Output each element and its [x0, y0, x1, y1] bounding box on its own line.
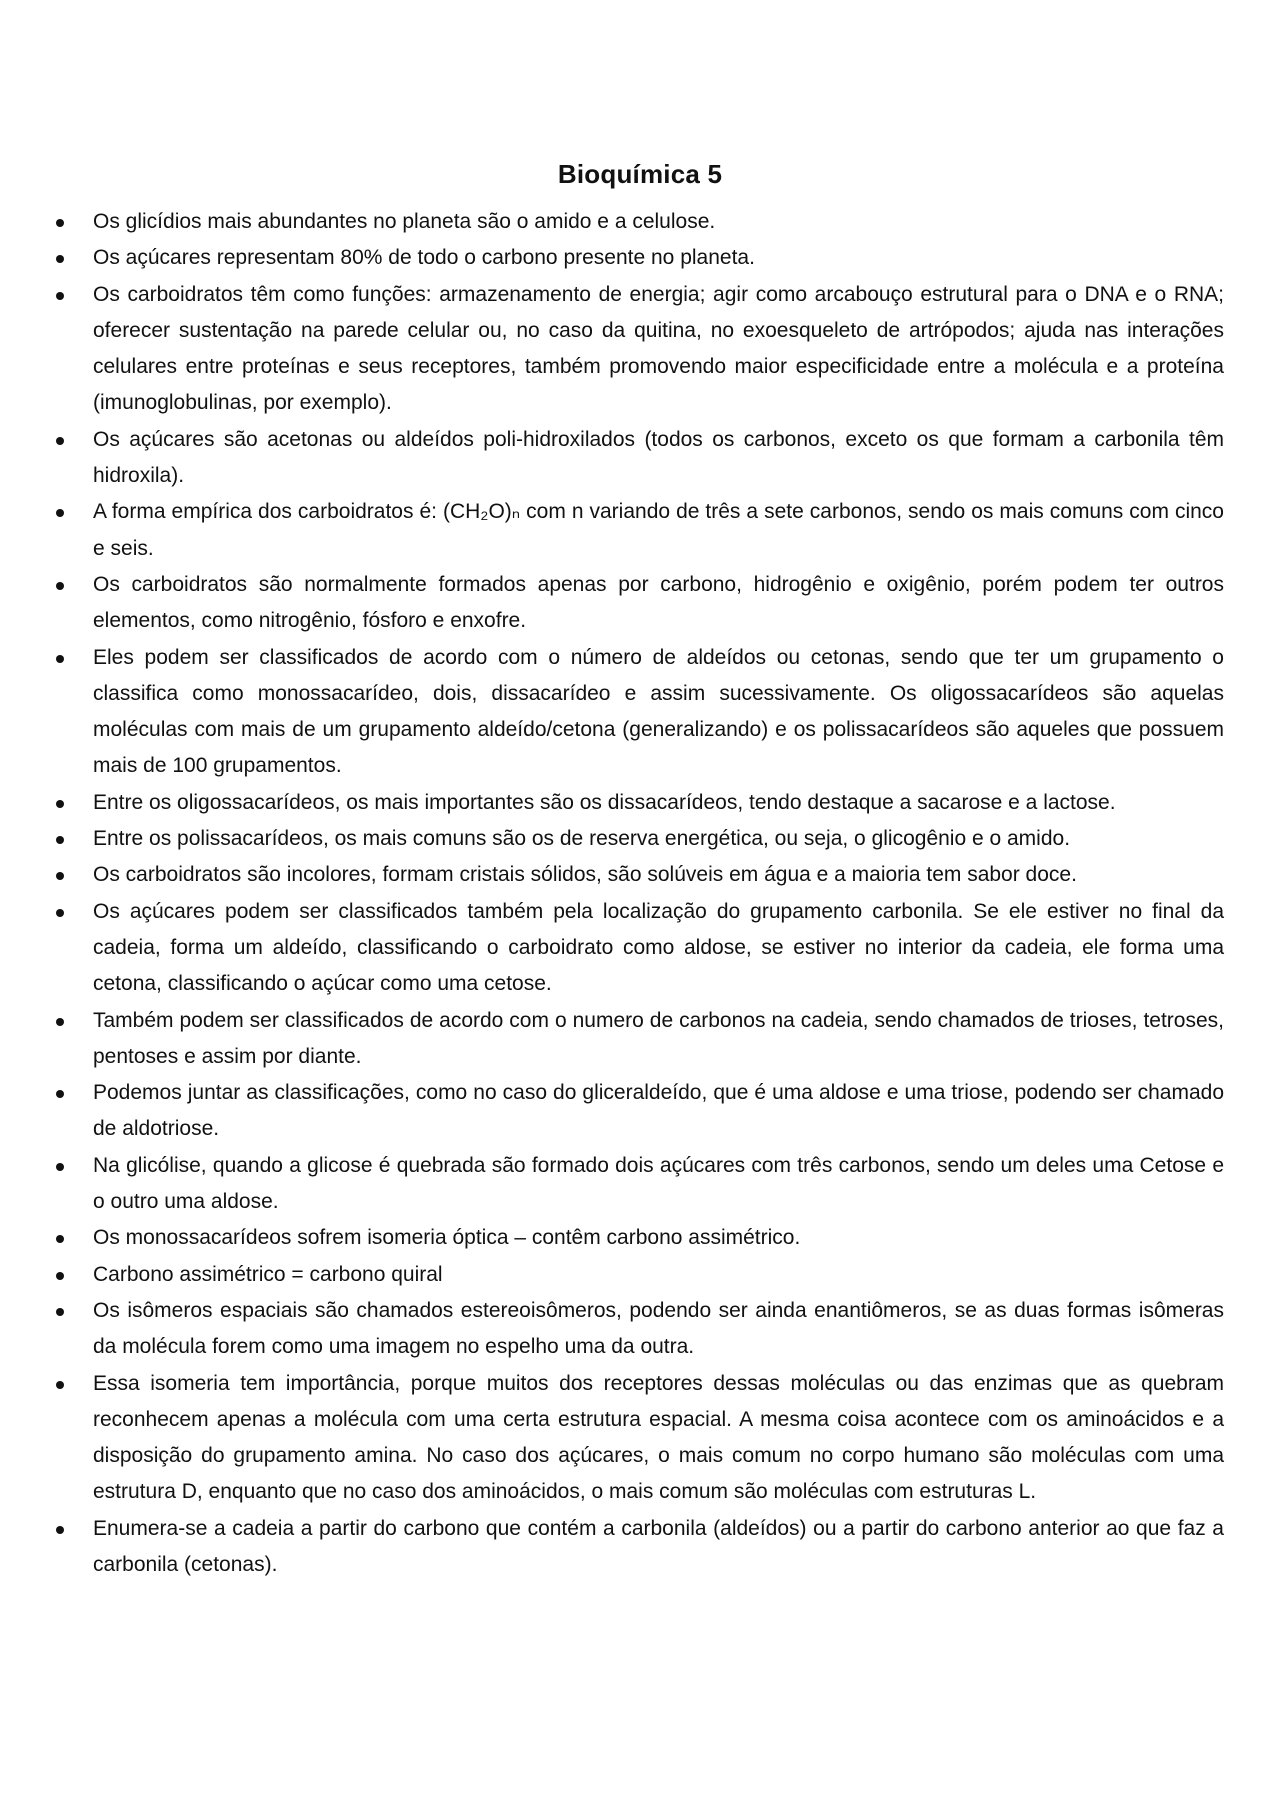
list-item [56, 494, 1224, 567]
bullet-dot-icon [56, 1235, 64, 1243]
list-item [56, 1220, 1224, 1256]
list-item [56, 1003, 1224, 1076]
list-item [56, 1293, 1224, 1366]
bullet-dot-icon [56, 255, 64, 263]
list-item-text: Os carboidratos são normalmente formados apenas por carbono, hidrogênio e oxigênio, porém podem ter outros elementos, como nitrogênio, fósforo e enxofre. [93, 572, 1224, 633]
list-item [56, 240, 1224, 276]
list-item [56, 894, 1224, 1003]
bullet-dot-icon [56, 1308, 64, 1316]
list-item [56, 785, 1224, 821]
bullet-dot-icon [56, 219, 64, 227]
list-item-text: Os açúcares representam 80% de todo o carbono presente no planeta. [93, 246, 755, 270]
bullet-dot-icon [56, 655, 64, 663]
bullet-dot-icon [56, 292, 64, 300]
list-item [56, 821, 1224, 857]
list-item [56, 640, 1224, 785]
bullet-dot-icon [56, 836, 64, 844]
bullet-list [56, 204, 1224, 1583]
list-item-text: Os monossacarídeos sofrem isomeria óptica – contêm carbono assimétrico. [93, 1226, 801, 1250]
list-item-text: Os carboidratos são incolores, formam cristais sólidos, são solúveis em água e a maioria tem sabor doce. [93, 863, 1077, 887]
bullet-dot-icon [56, 1018, 64, 1026]
list-item [56, 567, 1224, 640]
list-item-text: Podemos juntar as classificações, como no caso do gliceraldeído, que é uma aldose e uma triose, podendo ser chamado de aldotriose. [93, 1081, 1224, 1141]
list-item-text: Os açúcares podem ser classificados também pela localização do grupamento carbonila. Se ele estiver no final da cadeia, forma um aldeído, classificando o carboidrato como aldose, se estiver no interior da cadeia, ele forma uma cetona, classificando o açúcar como uma cetose. [93, 899, 1224, 996]
list-item-text: A forma empírica dos carboidratos é: (CH₂O)ₙ com n variando de três a sete carbonos, sendo os mais comuns com cinco e seis. [93, 500, 1224, 560]
list-item-text: Os carboidratos têm como funções: armazenamento de energia; agir como arcabouço estrutural para o DNA e o RNA; oferecer sustentação na parede celular ou, no caso da quitina, no exoesqueleto de artrópodos; ajuda nas interações celulares entre proteínas e seus receptores, também promovendo maior especificidade entre a molécula e a proteína (imunoglobulinas, por exemplo). [93, 282, 1224, 415]
bullet-dot-icon [56, 872, 64, 880]
bullet-dot-icon [56, 1163, 64, 1171]
list-item-text: Os açúcares são acetonas ou aldeídos poli-hidroxilados (todos os carbonos, exceto os que formam a carbonila têm hidroxila). [93, 427, 1224, 488]
list-item [56, 422, 1224, 495]
bullet-dot-icon [56, 800, 64, 808]
list-item-text: Entre os polissacarídeos, os mais comuns são os de reserva energética, ou seja, o glicogênio e o amido. [93, 827, 1071, 851]
list-item-text: Na glicólise, quando a glicose é quebrada são formado dois açúcares com três carbonos, sendo um deles uma Cetose e o outro uma aldose. [93, 1153, 1224, 1214]
list-item-text: Essa isomeria tem importância, porque muitos dos receptores dessas moléculas ou das enzimas que as quebram reconhecem apenas a molécula com uma certa estrutura espacial. A mesma coisa acontece com os aminoácidos e a disposição do grupamento amina. No caso dos açúcares, o mais comum no corpo humano são moléculas com uma estrutura D, enquanto que no caso dos aminoácidos, o mais comum são moléculas com estruturas L. [93, 1371, 1224, 1504]
bullet-dot-icon [56, 1090, 64, 1098]
list-item [56, 1511, 1224, 1584]
bullet-dot-icon [56, 582, 64, 590]
list-item-text: Enumera-se a cadeia a partir do carbono que contém a carbonila (aldeídos) ou a partir do carbono anterior ao que faz a carbonila (cetonas). [93, 1516, 1224, 1576]
bullet-dot-icon [56, 1272, 64, 1280]
document-title: Bioquímica 5 [557, 159, 723, 189]
list-item [56, 1366, 1224, 1511]
list-item [56, 204, 1224, 240]
list-item [56, 277, 1224, 422]
list-item [56, 857, 1224, 893]
list-item-text: Os isômeros espaciais são chamados estereoisômeros, podendo ser ainda enantiômeros, se as duas formas isômeras da molécula forem como uma imagem no espelho uma da outra. [93, 1298, 1224, 1359]
list-item-text: Eles podem ser classificados de acordo com o número de aldeídos ou cetonas, sendo que ter um grupamento o classifica como monossacarídeo, dois, dissacarídeo e assim sucessivamente. Os oligossacarídeos são aquelas moléculas com mais de um grupamento aldeído/cetona (generalizando) e os polissacarídeos são aqueles que possuem mais de 100 grupamentos. [93, 645, 1224, 778]
list-item-text: Os glicídios mais abundantes no planeta são o amido e a celulose. [93, 210, 716, 233]
bullet-dot-icon [56, 509, 64, 517]
bullet-dot-icon [56, 909, 64, 917]
list-item [56, 1075, 1224, 1148]
bullet-dot-icon [56, 437, 64, 445]
list-item-text: Entre os oligossacarídeos, os mais importantes são os dissacarídeos, tendo destaque a sacarose e a lactose. [93, 790, 1116, 814]
list-item [56, 1257, 1224, 1293]
list-item-text: Também podem ser classificados de acordo com o numero de carbonos na cadeia, sendo chamados de trioses, tetroses, pentoses e assim por diante. [93, 1008, 1224, 1068]
bullet-dot-icon [56, 1381, 64, 1389]
bullet-dot-icon [56, 1526, 64, 1534]
list-item-text: Carbono assimétrico = carbono quiral [93, 1262, 443, 1286]
list-item [56, 1148, 1224, 1221]
